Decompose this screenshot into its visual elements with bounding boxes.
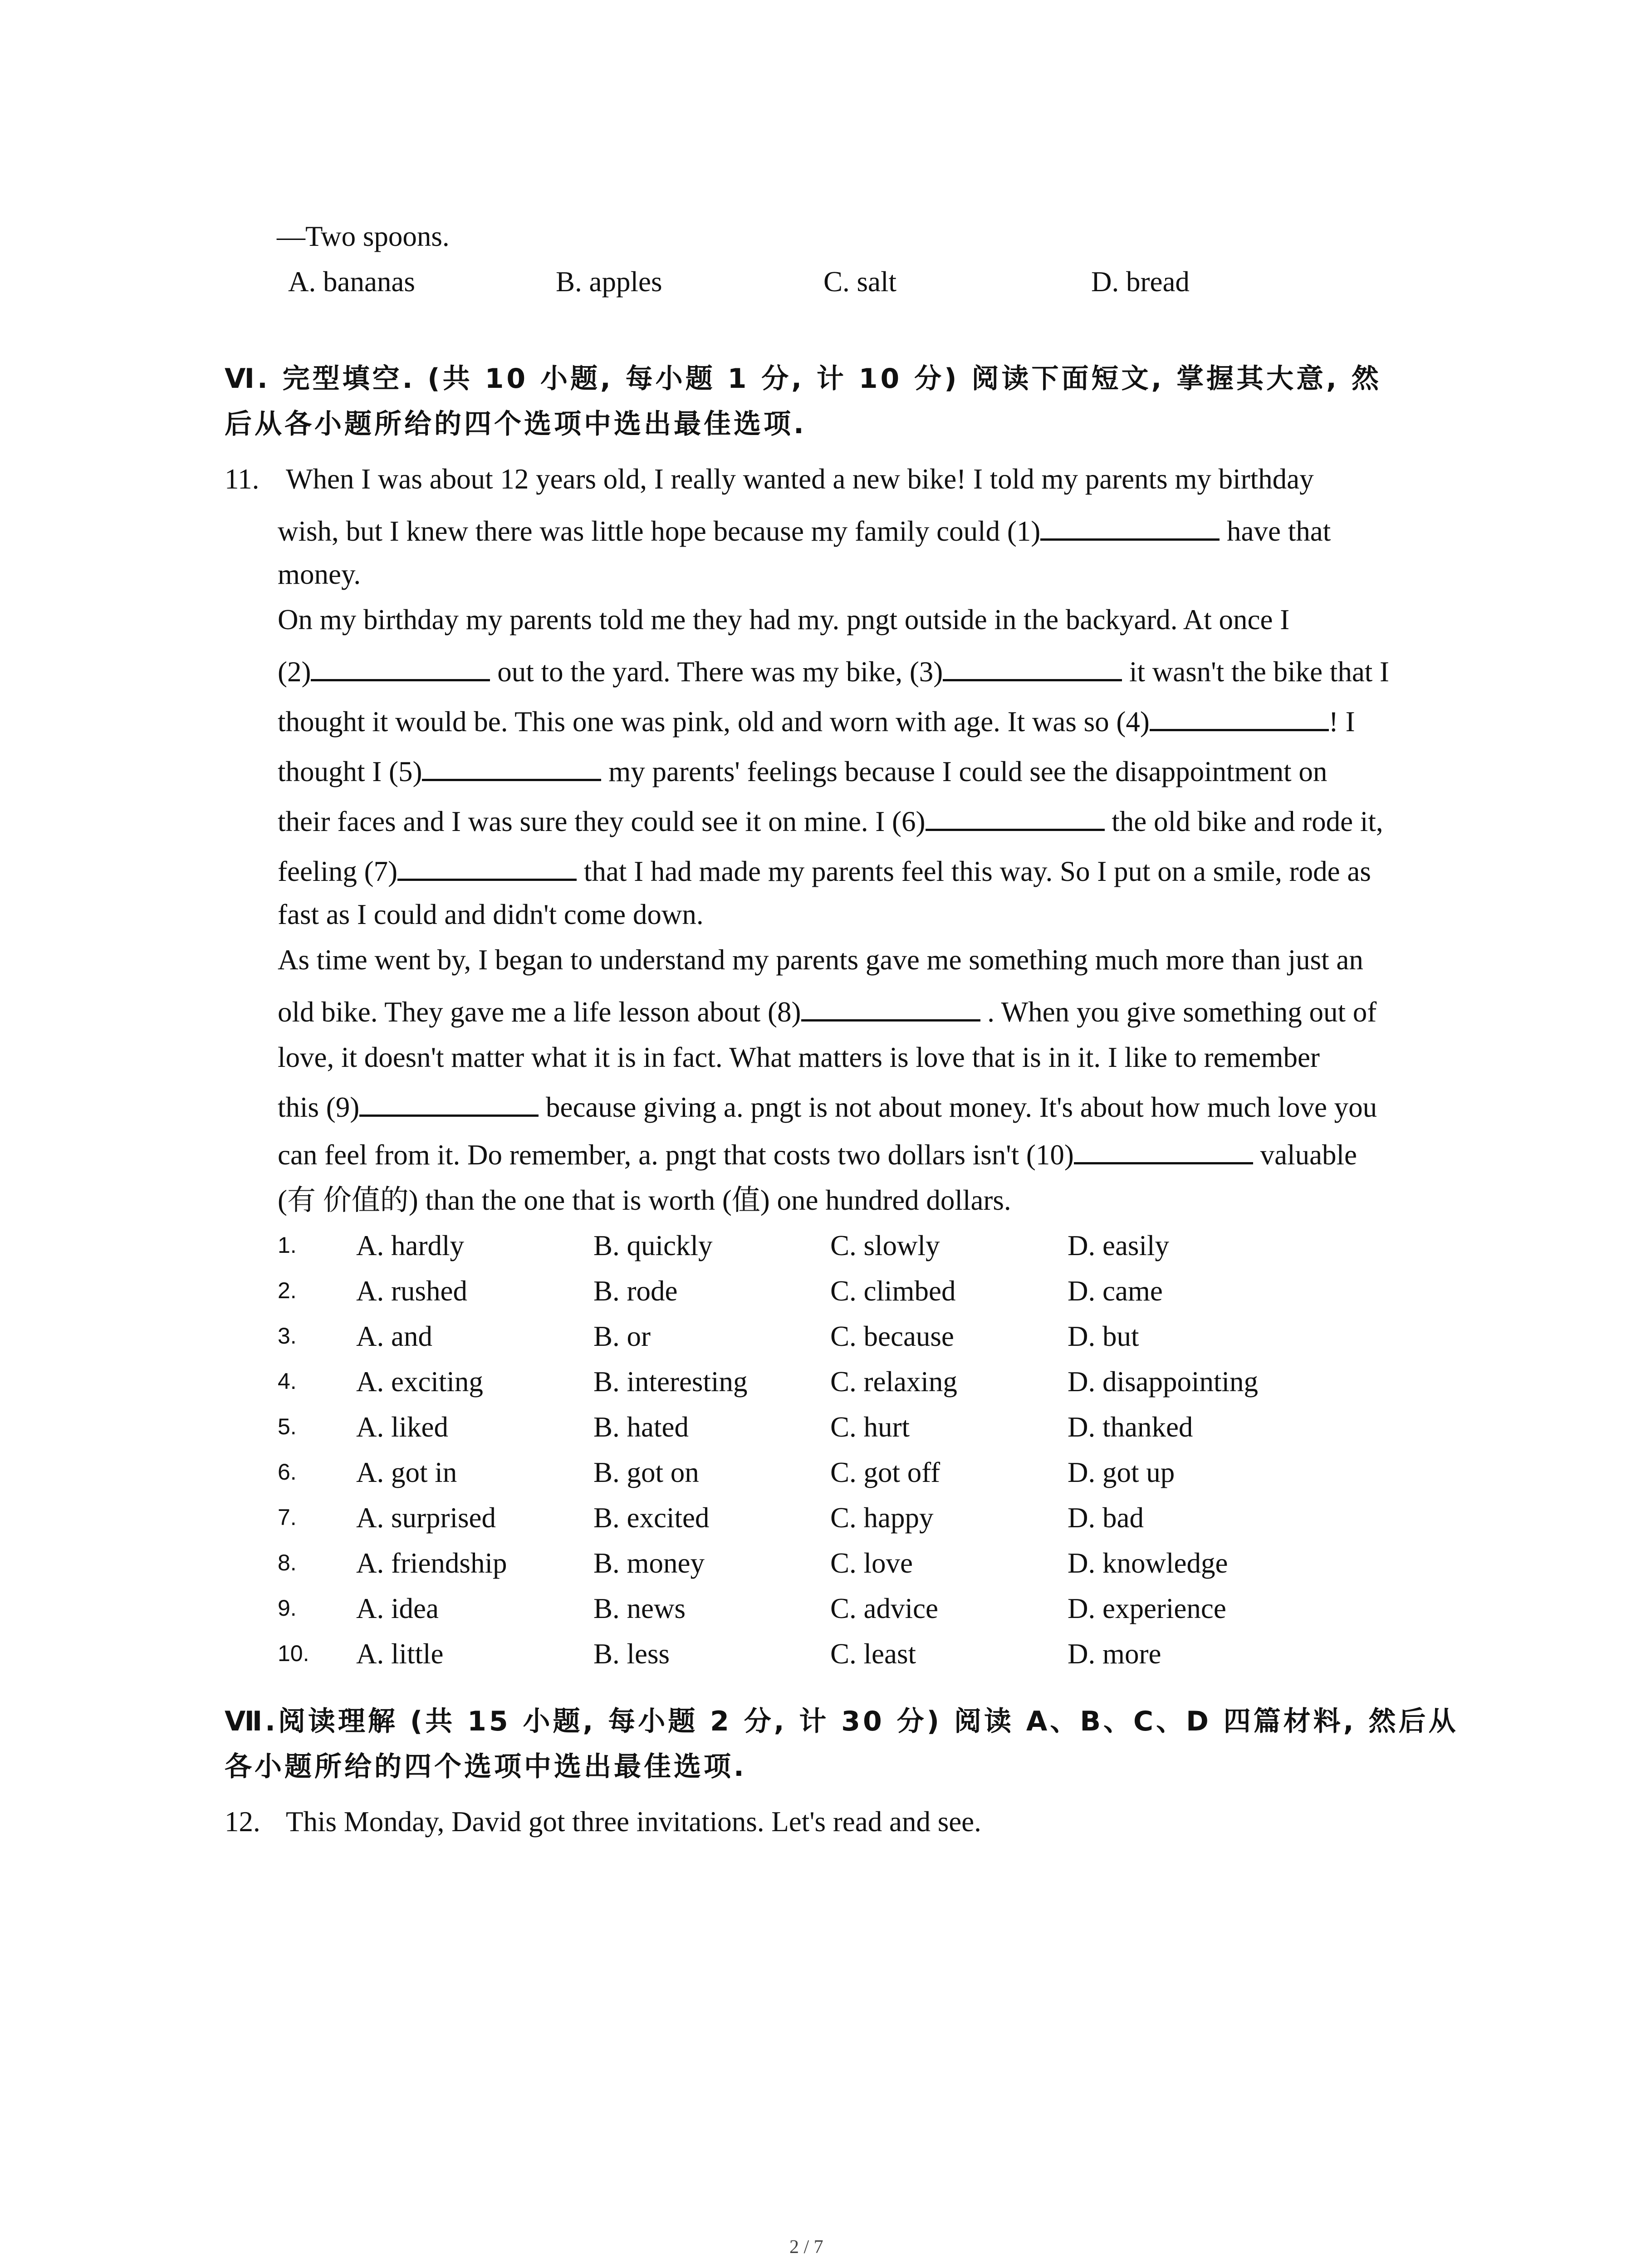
choice-option-d[interactable]: D. came: [1068, 1275, 1163, 1307]
passage-line-5: (2) out to the yard. There was my bike, (3) it wasn't the bike that I: [278, 656, 1390, 688]
choice-row-number: 10.: [278, 1641, 309, 1666]
choice-row-number: 6.: [278, 1459, 297, 1485]
passage-line-12: old bike. They gave me a life lesson about (8) . When you give something out of: [278, 996, 1377, 1028]
choice-option-a[interactable]: A. got in: [356, 1457, 457, 1488]
page-number: 2 / 7: [789, 2237, 823, 2258]
choice-option-a[interactable]: A. hardly: [356, 1230, 464, 1261]
question-12-number: 12.: [225, 1806, 260, 1838]
passage-line-8: their faces and I was sure they could see it on mine. I (6) the old bike and rode it,: [278, 806, 1383, 837]
choice-row-number: 4.: [278, 1369, 297, 1394]
choice-row-number: 3.: [278, 1323, 297, 1349]
question-12-text: This Monday, David got three invitations. Let's read and see.: [286, 1806, 981, 1838]
choice-option-a[interactable]: A. little: [356, 1638, 444, 1670]
section6-heading-line2: 后从各小题所给的四个选项中选出最佳选项.: [225, 408, 807, 440]
prev-option-a: A. bananas: [288, 266, 415, 298]
choice-row-number: 5.: [278, 1414, 297, 1439]
prev-option-d: D. bread: [1091, 266, 1190, 298]
choice-option-b[interactable]: B. hated: [593, 1411, 689, 1443]
blank-10[interactable]: [1074, 1139, 1253, 1164]
blank-3[interactable]: [943, 655, 1122, 681]
passage-line-14: this (9) because giving a. pngt is not about money. It's about how much love you: [278, 1091, 1377, 1123]
blank-9[interactable]: [359, 1091, 539, 1117]
passage-line-4: On my birthday my parents told me they had my. pngt outside in the backyard. At once I: [278, 604, 1290, 635]
choice-option-d[interactable]: D. disappointing: [1068, 1366, 1258, 1398]
section7-heading-line1: Ⅶ.阅读理解 (共 15 小题, 每小题 2 分, 计 30 分) 阅读 A、B、C、D 四篇材料, 然后从: [225, 1706, 1459, 1737]
choice-option-c[interactable]: C. relaxing: [830, 1366, 957, 1398]
section7-heading-line2: 各小题所给的四个选项中选出最佳选项.: [225, 1751, 747, 1783]
blank-6[interactable]: [926, 805, 1105, 831]
choice-option-c[interactable]: C. advice: [830, 1593, 938, 1624]
choice-option-b[interactable]: B. quickly: [593, 1230, 713, 1261]
choice-option-d[interactable]: D. got up: [1068, 1457, 1175, 1488]
passage-line-13: love, it doesn't matter what it is in fact. What matters is love that is in it. I like to remember: [278, 1041, 1320, 1073]
choice-option-c[interactable]: C. happy: [830, 1502, 934, 1534]
choice-option-a[interactable]: A. friendship: [356, 1547, 507, 1579]
question-11-number: 11.: [225, 463, 260, 495]
answer-line: —Two spoons.: [277, 220, 450, 252]
passage-line-10: fast as I could and didn't come down.: [278, 899, 704, 930]
choice-row-number: 2.: [278, 1278, 297, 1303]
passage-line-15: can feel from it. Do remember, a. pngt that costs two dollars isn't (10) valuable: [278, 1139, 1357, 1171]
blank-2[interactable]: [311, 655, 490, 681]
choice-option-d[interactable]: D. more: [1068, 1638, 1161, 1670]
blank-1[interactable]: [1040, 515, 1220, 541]
choice-option-d[interactable]: D. thanked: [1068, 1411, 1193, 1443]
passage-line-9: feeling (7) that I had made my parents feel this way. So I put on a smile, rode as: [278, 855, 1371, 887]
choice-option-c[interactable]: C. slowly: [830, 1230, 940, 1261]
choice-option-c[interactable]: C. because: [830, 1320, 954, 1352]
passage-line-6: thought it would be. This one was pink, old and worn with age. It was so (4) ! I: [278, 706, 1355, 738]
choice-row-number: 8.: [278, 1550, 297, 1575]
choice-option-b[interactable]: B. interesting: [593, 1366, 748, 1398]
choice-option-a[interactable]: A. exciting: [356, 1366, 483, 1398]
choice-option-b[interactable]: B. or: [593, 1320, 651, 1352]
choice-row-number: 9.: [278, 1595, 297, 1621]
choice-option-c[interactable]: C. hurt: [830, 1411, 910, 1443]
choice-option-b[interactable]: B. excited: [593, 1502, 710, 1534]
choice-option-c[interactable]: C. climbed: [830, 1275, 956, 1307]
passage-line-3: money.: [278, 558, 361, 590]
choice-option-a[interactable]: A. liked: [356, 1411, 448, 1443]
passage-line-7: thought I (5) my parents' feelings because I could see the disappointment on: [278, 756, 1327, 787]
choice-option-b[interactable]: B. less: [593, 1638, 670, 1670]
choice-option-b[interactable]: B. money: [593, 1547, 705, 1579]
choice-option-b[interactable]: B. got on: [593, 1457, 699, 1488]
blank-8[interactable]: [801, 996, 980, 1022]
passage-line-1: When I was about 12 years old, I really wanted a new bike! I told my parents my birthday: [286, 463, 1314, 495]
choice-option-a[interactable]: A. surprised: [356, 1502, 496, 1534]
blank-7[interactable]: [397, 855, 577, 881]
choice-row-number: 1.: [278, 1232, 297, 1258]
choice-option-c[interactable]: C. love: [830, 1547, 913, 1579]
passage-line-11: As time went by, I began to understand my parents gave me something much more than just an: [278, 944, 1363, 976]
choice-option-a[interactable]: A. rushed: [356, 1275, 467, 1307]
choice-option-c[interactable]: C. least: [830, 1638, 916, 1670]
choice-row-number: 7.: [278, 1505, 297, 1530]
choice-option-b[interactable]: B. news: [593, 1593, 686, 1624]
blank-5[interactable]: [422, 755, 601, 781]
choice-option-d[interactable]: D. bad: [1068, 1502, 1144, 1534]
choice-option-d[interactable]: D. experience: [1068, 1593, 1226, 1624]
choice-option-a[interactable]: A. idea: [356, 1593, 439, 1624]
passage-line-16: (有 价值的) than the one that is worth (值) one hundred dollars.: [278, 1184, 1011, 1216]
passage-line-2: wish, but I knew there was little hope because my family could (1) have that: [278, 515, 1331, 547]
choice-option-d[interactable]: D. easily: [1068, 1230, 1169, 1261]
prev-option-b: B. apples: [556, 266, 662, 298]
choice-option-d[interactable]: D. but: [1068, 1320, 1139, 1352]
choice-option-a[interactable]: A. and: [356, 1320, 432, 1352]
choice-option-c[interactable]: C. got off: [830, 1457, 941, 1488]
choice-option-d[interactable]: D. knowledge: [1068, 1547, 1228, 1579]
blank-4[interactable]: [1150, 705, 1329, 731]
choice-option-b[interactable]: B. rode: [593, 1275, 678, 1307]
section6-heading-line1: Ⅵ. 完型填空. (共 10 小题, 每小题 1 分, 计 10 分) 阅读下面短文, 掌握其大意, 然: [225, 363, 1381, 395]
prev-option-c: C. salt: [823, 266, 897, 298]
